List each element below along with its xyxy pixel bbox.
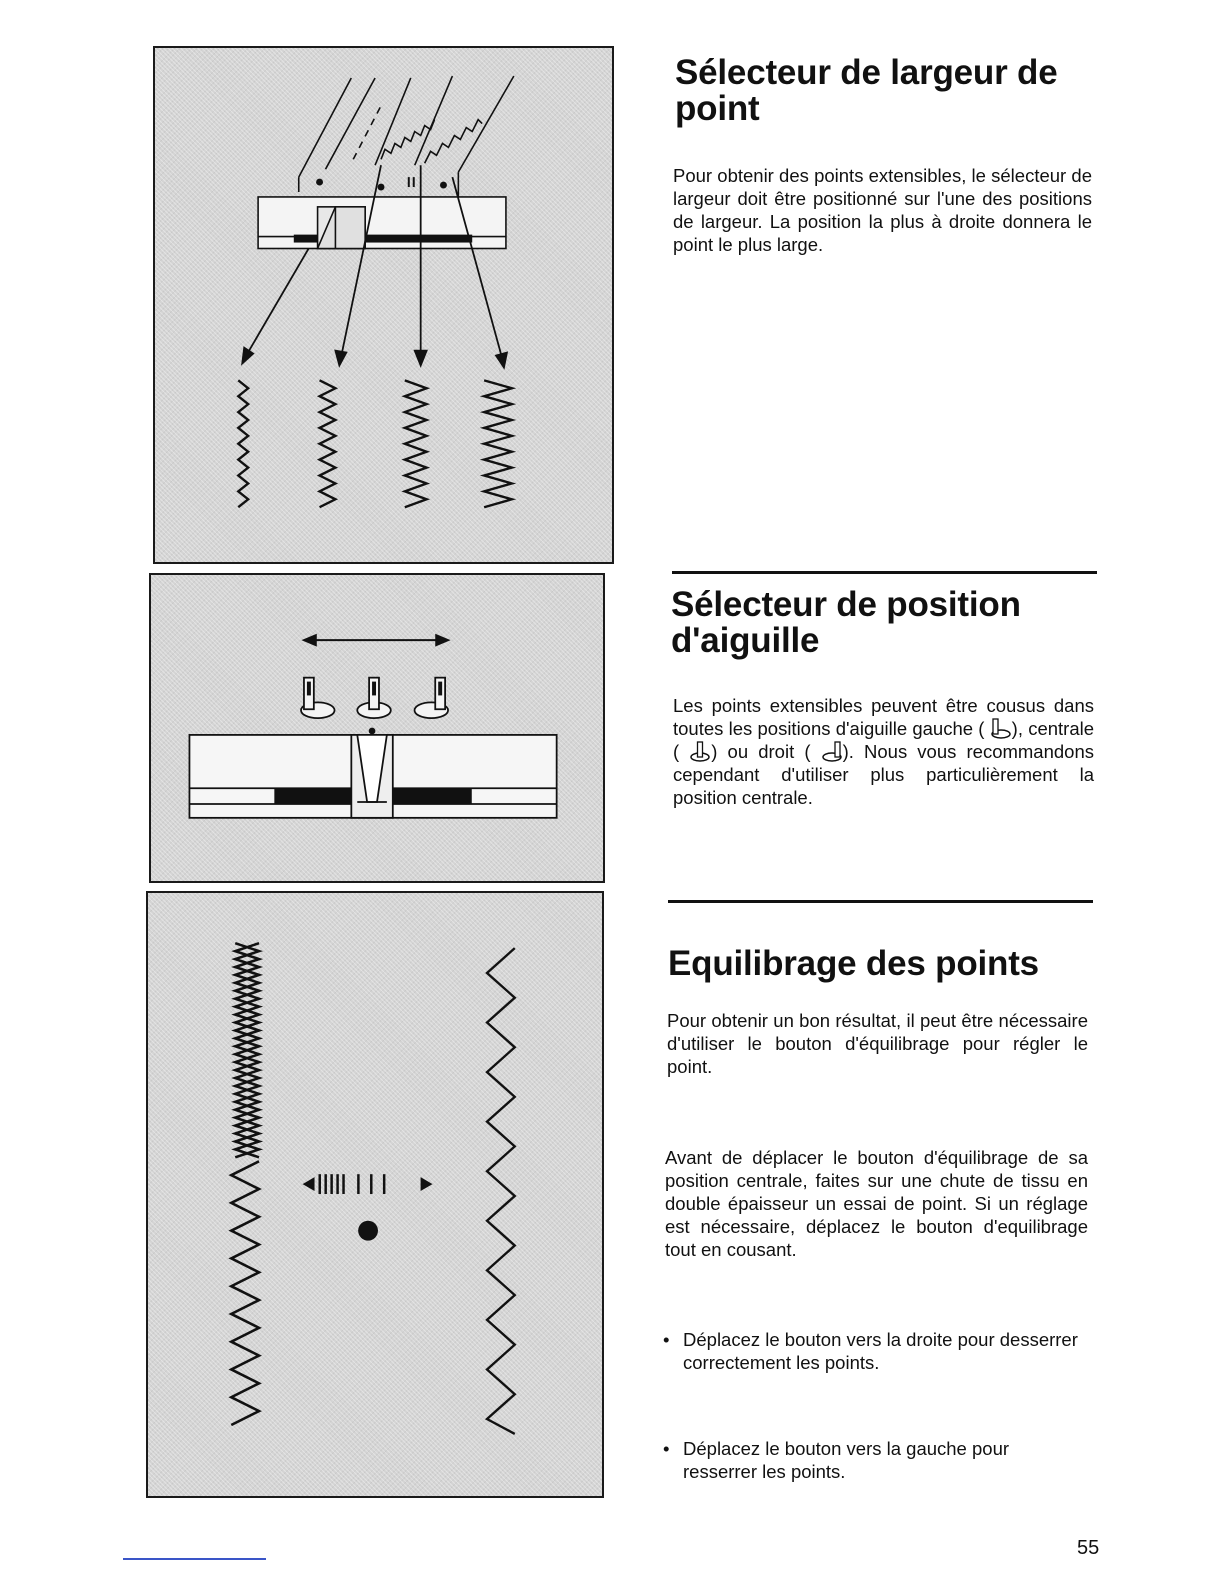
- bullet-dot-icon: •: [663, 1329, 670, 1350]
- stitch-balance-title: Equilibrage des points: [668, 944, 1039, 983]
- list-item: [663, 1437, 1088, 1487]
- needle-position-body: [673, 694, 1094, 809]
- stitch-width-illustration: [153, 46, 614, 564]
- needle-position-title: [671, 587, 1111, 659]
- needle-position-body-part4: ). Nous vous recommandons cependant d'utiliser plus particulièrement la position centrale.: [673, 741, 1094, 808]
- width-selector-title-line2: point: [675, 89, 760, 128]
- stitch-balance-para1: Pour obtenir un bon résultat, il peut être nécessaire d'utiliser le bouton d'équilibrage pour régler le point.: [667, 1010, 1088, 1077]
- needle-position-body-part2: ), centrale (: [673, 718, 1095, 762]
- section-divider: [672, 571, 1097, 574]
- needle-position-title-line2: d'aiguille: [671, 621, 820, 660]
- needle-position-body-part1: Les points extensibles peuvent être cousus dans toutes les positions d'aiguille gauche (: [673, 695, 1094, 739]
- list-item: [663, 1328, 1088, 1378]
- needle-right-icon: [821, 740, 843, 762]
- needle-left-icon: [990, 717, 1012, 739]
- bullet-text: Déplacez le bouton vers la droite pour desserrer correctement les points.: [683, 1329, 1078, 1373]
- stitch-width-selector-illustration-icon: [155, 48, 612, 562]
- bullet-dot-icon: •: [663, 1438, 670, 1459]
- bullet-text: Déplacez le bouton vers la gauche pour resserrer les points.: [683, 1438, 1010, 1482]
- needle-center-icon: [689, 740, 711, 762]
- stitch-balance-illustration-icon: [148, 893, 602, 1496]
- stitch-balance-illustration: [146, 891, 604, 1498]
- section-divider: [668, 900, 1093, 903]
- width-selector-title: [675, 55, 1115, 127]
- needle-position-title-line1: Sélecteur de position: [671, 585, 1021, 624]
- width-selector-body: Pour obtenir des points extensibles, le sélecteur de largeur doit être positionné sur l'une des positions de largeur. La position la plus à droite donnera le point le plus large.: [673, 165, 1092, 255]
- link-underline: [123, 1558, 266, 1560]
- needle-position-body-part3: ) ou droit (: [711, 741, 811, 762]
- stitch-balance-para2: Avant de déplacer le bouton d'équilibrage de sa position centrale, faites sur une chute de tissu en double épaisseur un essai de point. Si un réglage est nécessaire, déplacez le bouton d'equilibrage tout en cousant.: [665, 1147, 1088, 1260]
- needle-position-illustration: [149, 573, 605, 883]
- width-selector-title-line1: Sélecteur de largeur de: [675, 53, 1058, 92]
- page-number: 55: [1077, 1537, 1100, 1559]
- needle-position-selector-illustration-icon: [151, 575, 603, 881]
